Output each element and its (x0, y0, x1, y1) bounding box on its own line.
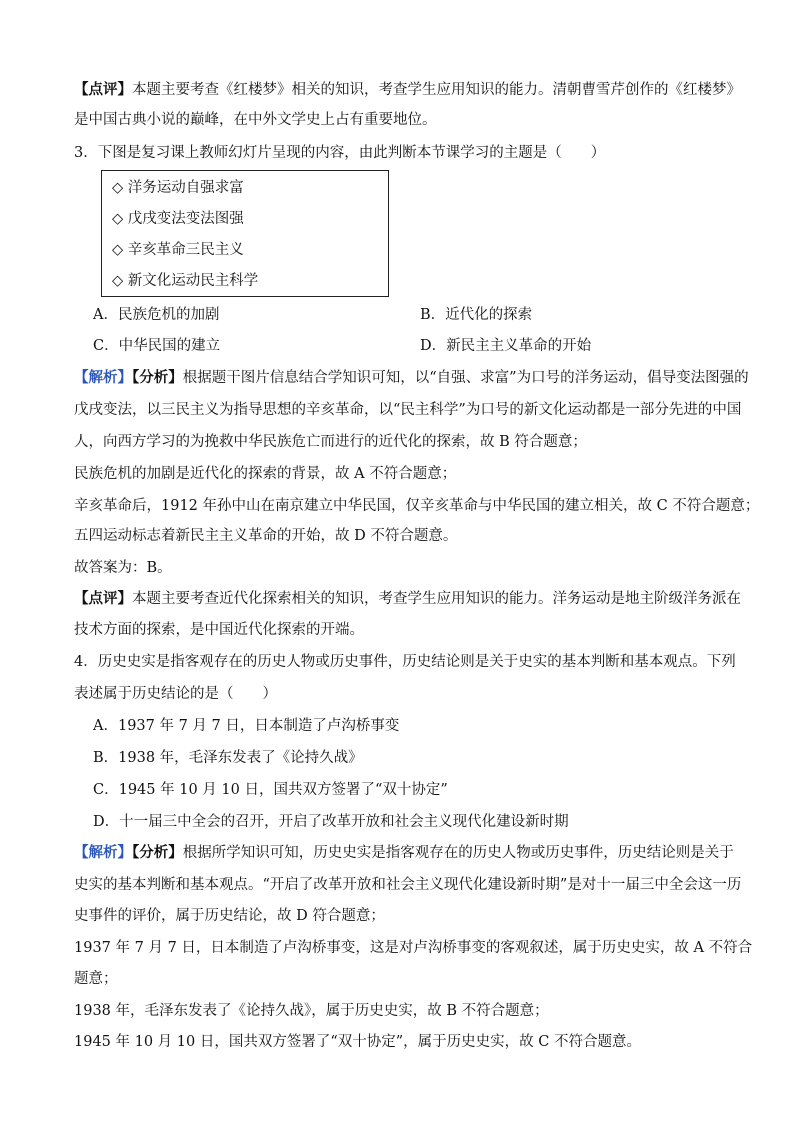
analysis-sub-tag: 【分析】 (132, 369, 183, 386)
q3-analysis-line-3: 人，向西方学习的为挽救中华民族危亡而进行的近代化的探索，故 B 符合题意； (74, 434, 587, 450)
q4-option-b: B．1938 年，毛泽东发表了《论持久战》 (93, 750, 363, 766)
comment-tag: 【点评】 (74, 81, 132, 98)
q3-option-d: D．新民主主义革命的开始 (420, 338, 592, 354)
q3-option-a: A．民族危机的加剧 (93, 307, 220, 323)
q4-analysis-line-5: 题意； (74, 971, 118, 987)
analysis-tag: 【解析】 (74, 844, 132, 861)
q2-comment-line-2: 是中国古典小说的巅峰，在中外文学史上占有重要地位。 (74, 112, 437, 128)
q3-comment-line-2: 技术方面的探索，是中国近代化探索的开端。 (74, 622, 364, 638)
box-item: ◇ 新文化运动民主科学 (112, 273, 259, 289)
slide-content-box (101, 170, 389, 297)
q3-comment-line-1 (74, 589, 741, 609)
q4-option-d: D．十一届三中全会的召开，开启了改革开放和社会主义现代化建设新时期 (93, 814, 569, 830)
q4-option-c: C．1945 年 10 月 10 日，国共双方签署了“双十协定” (93, 782, 448, 798)
comment-text: 本题主要考查《红楼梦》相关的知识，考查学生应用知识的能力。清朝曹雪芹创作的《红楼梦》 (132, 82, 741, 98)
box-item: ◇ 戊戌变法变法图强 (112, 211, 244, 227)
q2-comment-line-1 (74, 80, 741, 100)
q4-option-a: A．1937 年 7 月 7 日，日本制造了卢沟桥事变 (93, 718, 400, 734)
q3-analysis-line-2: 戊戌变法，以三民主义为指导思想的辛亥革命，以“民主科学”为口号的新文化运动都是一部分先进的中国 (74, 402, 742, 418)
q3-analysis-line-6: 五四运动标志着新民主主义革命的开始，故 D 不符合题意。 (74, 528, 458, 544)
box-item: ◇ 辛亥革命三民主义 (112, 242, 244, 258)
analysis-text: 根据所学知识可知，历史史实是指客观存在的历史人物或历史事件，历史结论则是关于 (182, 845, 734, 861)
question-number: 4． (74, 654, 98, 670)
q3-option-b: B．近代化的探索 (420, 307, 533, 323)
q3-stem (74, 143, 605, 163)
q3-option-c: C．中华民国的建立 (93, 338, 221, 354)
q4-analysis-line-7: 1945 年 10 月 10 日，国共双方签署了“双十协定”，属于历史史实，故 C 不符合题意。 (74, 1034, 641, 1050)
question-stem: 历史史实是指客观存在的历史人物或历史事件，历史结论则是关于史实的基本判断和基本观点。下列 (97, 654, 736, 670)
comment-tag: 【点评】 (74, 590, 132, 607)
q4-stem-line-2: 表述属于历史结论的是（ ） (74, 686, 277, 702)
analysis-text: 根据题干图片信息结合学知识可知，以“自强、求富”为口号的洋务运动，倡导变法图强的 (182, 370, 749, 386)
q3-answer: 故答案为：B。 (74, 560, 172, 576)
q4-stem-line-1 (74, 652, 736, 672)
q4-analysis-line-3: 史事件的评价，属于历史结论，故 D 符合题意； (74, 908, 385, 924)
analysis-sub-tag: 【分析】 (132, 844, 183, 861)
q3-analysis-line-1 (74, 368, 749, 388)
q3-analysis-line-5: 辛亥革命后，1912 年孙中山在南京建立中华民国，仅辛亥革命与中华民国的建立相关，故 C 不符合题意； (74, 498, 760, 514)
box-item: ◇ 洋务运动自强求富 (112, 180, 244, 196)
analysis-tag: 【解析】 (74, 369, 132, 386)
comment-text: 本题主要考查近代化探索相关的知识，考查学生应用知识的能力。洋务运动是地主阶级洋务派在 (132, 591, 741, 607)
question-number: 3． (74, 145, 98, 161)
q4-analysis-line-2: 史实的基本判断和基本观点。“开启了改革开放和社会主义现代化建设新时期”是对十一届三中全会这一历 (74, 877, 742, 893)
question-stem: 下图是复习课上教师幻灯片呈现的内容，由此判断本节课学习的主题是（ ） (97, 145, 606, 161)
q4-analysis-line-6: 1938 年，毛泽东发表了《论持久战》，属于历史史实，故 B 不符合题意； (74, 1003, 549, 1019)
q4-analysis-line-4: 1937 年 7 月 7 日，日本制造了卢沟桥事变，这是对卢沟桥事变的客观叙述，属于历史史实，故 A 不符合 (74, 940, 753, 956)
q3-analysis-line-4: 民族危机的加剧是近代化的探索的背景，故 A 不符合题意； (74, 466, 457, 482)
q4-analysis-line-1 (74, 843, 734, 863)
